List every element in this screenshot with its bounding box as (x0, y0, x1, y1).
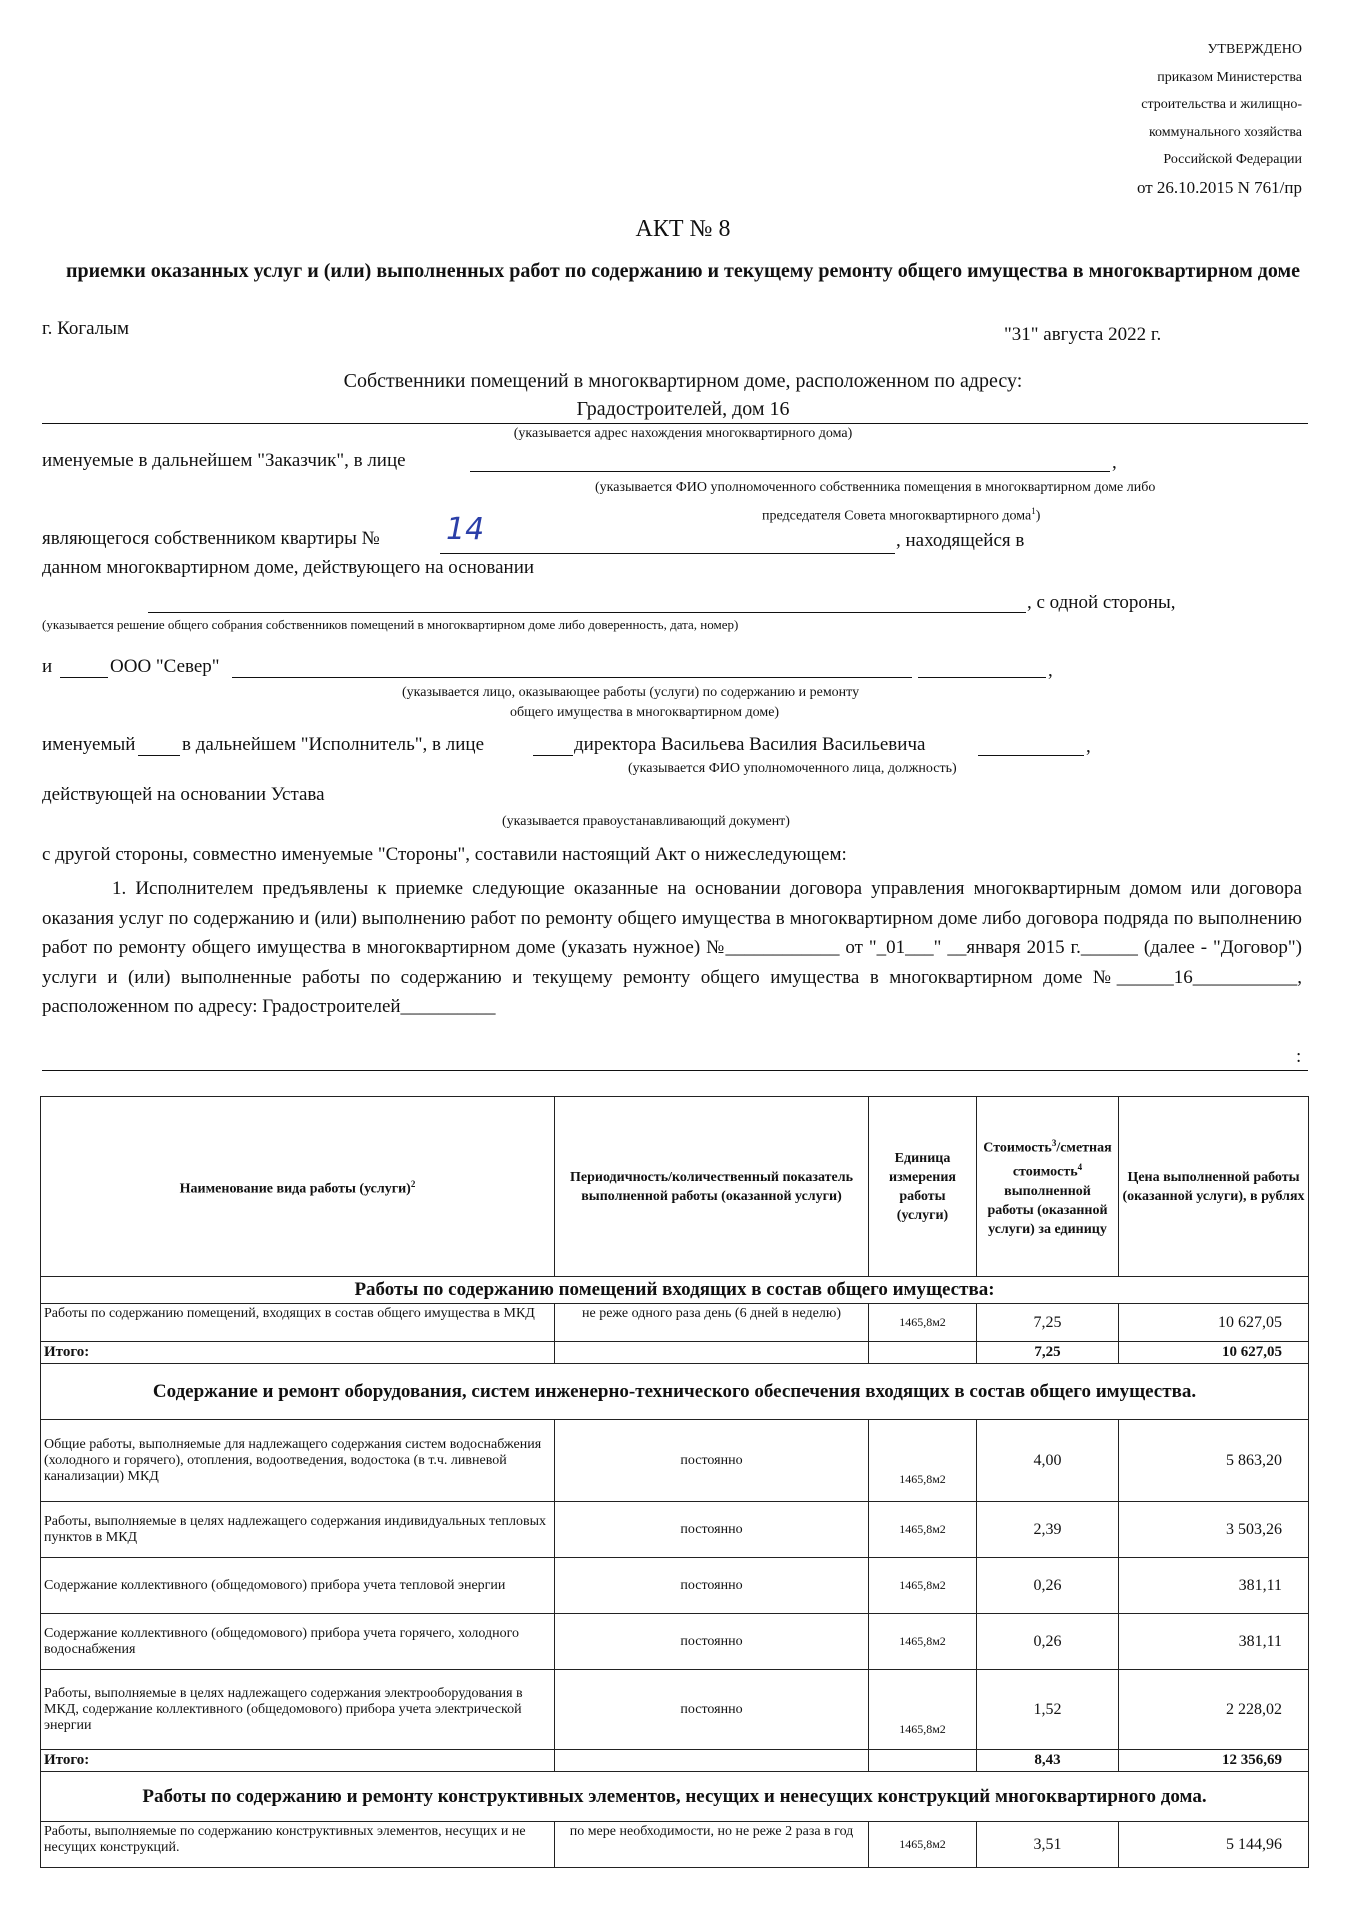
contractor-pre-underline (60, 677, 108, 678)
executor-blank (138, 755, 180, 756)
row-unit: 1465,8м2 (869, 1304, 977, 1342)
basis-line: данном многоквартирном доме, действующего на основании (42, 557, 535, 578)
section-2-title: Содержание и ремонт оборудования, систем инженерно-технического обеспечения входящих в состав общего имущества. (41, 1364, 1309, 1420)
row-name: Работы по содержанию помещений, входящих в состав общего имущества в МКД (41, 1304, 555, 1342)
header-name-text: Наименование вида работы (услуги) (179, 1181, 411, 1197)
row-period: не реже одного раза день (6 дней в неделю) (555, 1304, 869, 1342)
section-3-title: Работы по содержанию и ремонту конструктивных элементов, несущих и ненесущих конструкций многоквартирного дома. (41, 1772, 1309, 1822)
empty-cell (555, 1750, 869, 1772)
acting-hint: (указывается правоустанавливающий документ) (502, 814, 790, 829)
basis-hint: (указывается решение общего собрания собственников помещений в многоквартирном доме либо доверенность, дата, номер) (42, 617, 739, 632)
row-cost: 4,00 (977, 1420, 1119, 1502)
row-cost: 0,26 (977, 1558, 1119, 1614)
contractor-underline (232, 677, 912, 678)
table-row (41, 1558, 1309, 1614)
contractor-and: и (42, 656, 53, 677)
section-title-row (41, 1277, 1309, 1304)
row-period: постоянно (555, 1502, 869, 1558)
total-price: 12 356,69 (1119, 1750, 1309, 1772)
approval-line: коммунального хозяйства (1148, 124, 1302, 140)
total-cost: 7,25 (977, 1342, 1119, 1364)
table-row (41, 1822, 1309, 1868)
executor-underline (978, 755, 1084, 756)
executor-line-a: именуемый (42, 734, 136, 755)
row-cost: 1,52 (977, 1670, 1119, 1750)
row-price: 5 863,20 (1119, 1420, 1309, 1502)
customer-hint-2-text: председателя Совета многоквартирного дома (762, 508, 1032, 524)
section-title-row (41, 1772, 1309, 1822)
executor-hint: (указывается ФИО уполномоченного лица, должность) (628, 761, 957, 776)
apartment-suffix: , находящейся в (896, 530, 1025, 551)
header-price: Цена выполненной работы (оказанной услуги), в рублях (1119, 1097, 1309, 1277)
paragraph-1: 1. Исполнителем предъявлены к приемке следующие оказанные на основании договора управления многоквартирным домом или договора оказания услуг по содержанию и (или) выполнению работ по ремонту общего имущества в многоквартирном доме либо договора подряда по выполнению работ по ремонту общего имущества в многоквартирном доме (указать нужное) №____________ от "_01___" __января 2015 г.______ (далее - "Договор") услуги и (или) выполненные работы по содержанию и текущему ремонту общего имущества в многоквартирном доме №______16___________, расположенном по адресу: Градостроителей__________ (42, 878, 1302, 1017)
executor-blank-2 (533, 755, 573, 756)
total-row (41, 1750, 1309, 1772)
table-row (41, 1502, 1309, 1558)
basis-underline (148, 612, 1026, 613)
row-unit: 1465,8м2 (869, 1822, 977, 1868)
footnote-mark: 1 (1031, 506, 1036, 516)
row-name: Работы, выполняемые по содержанию конструктивных элементов, несущих и не несущих конструкций. (41, 1822, 555, 1868)
customer-line: именуемые в дальнейшем "Заказчик", в лице (42, 450, 406, 471)
document-subtitle: приемки оказанных услуг и (или) выполненных работ по содержанию и текущему ремонту общего имущества в многоквартирном доме (66, 260, 1300, 282)
table-row (41, 1304, 1309, 1342)
section-title-row (41, 1364, 1309, 1420)
row-cost: 3,51 (977, 1822, 1119, 1868)
approval-stamp-block (1137, 36, 1302, 201)
contractor-hint-2: общего имущества в многоквартирном доме) (510, 705, 780, 720)
customer-hint-2-end: ) (1035, 508, 1041, 524)
executor-person: директора Васильева Василия Васильевича (574, 734, 926, 755)
header-cost (977, 1097, 1119, 1277)
total-label: Итого: (41, 1342, 555, 1364)
footnote-mark: 4 (1077, 1162, 1083, 1172)
row-unit: 1465,8м2 (869, 1420, 977, 1502)
city: г. Когалым (42, 318, 130, 339)
footnote-mark: 2 (410, 1178, 416, 1189)
row-price: 381,11 (1119, 1614, 1309, 1670)
total-row (41, 1342, 1309, 1364)
approval-line: УТВЕРЖДЕНО (1207, 42, 1302, 57)
apartment-prefix: являющегося собственником квартиры № (42, 528, 380, 549)
executor-line-b: в дальнейшем "Исполнитель", в лице (182, 734, 484, 755)
document-title: АКТ № 8 (635, 216, 731, 242)
row-name: Работы, выполняемые в целях надлежащего содержания электрооборудования в МКД, содержание коллективного (общедомового) прибора учета электрической энергии (41, 1670, 555, 1750)
row-price: 2 228,02 (1119, 1670, 1309, 1750)
row-name: Содержание коллективного (общедомового) прибора учета горячего, холодного водоснабжения (41, 1614, 555, 1670)
approval-order: от 26.10.2015 N 761/пр (1136, 177, 1302, 197)
row-price: 3 503,26 (1119, 1502, 1309, 1558)
customer-hint-1: (указывается ФИО уполномоченного собственника помещения в многоквартирном доме либо (595, 480, 1156, 495)
total-label: Итого: (41, 1750, 555, 1772)
contractor-hint-1: (указывается лицо, оказывающее работы (услуги) по содержанию и ремонту (402, 685, 860, 700)
address-full-underline (42, 1070, 1308, 1071)
act-date: "31" августа 2022 г. (1004, 324, 1162, 345)
table-row (41, 1420, 1309, 1502)
empty-cell (555, 1342, 869, 1364)
comma: , (1086, 736, 1091, 757)
empty-cell (869, 1750, 977, 1772)
row-period: постоянно (555, 1420, 869, 1502)
row-unit: 1465,8м2 (869, 1614, 977, 1670)
footnote-mark: 3 (1051, 1138, 1057, 1149)
table-header-row (41, 1097, 1309, 1277)
header-unit: Единица измерения работы (услуги) (869, 1097, 977, 1277)
header-cost-text-2: /сметная стоимость (1012, 1141, 1112, 1180)
comma: , (1048, 660, 1053, 681)
row-name: Общие работы, выполняемые для надлежащего содержания систем водоснабжения (холодного и горячего), отопления, водоотведения, водостока (в т.ч. ливневой канализации) МКД (41, 1420, 555, 1502)
row-name: Содержание коллективного (общедомового) прибора учета тепловой энергии (41, 1558, 555, 1614)
row-price: 10 627,05 (1119, 1304, 1309, 1342)
row-price: 5 144,96 (1119, 1822, 1309, 1868)
row-period: постоянно (555, 1670, 869, 1750)
header-name (41, 1097, 555, 1277)
row-cost: 0,26 (977, 1614, 1119, 1670)
total-cost: 8,43 (977, 1750, 1119, 1772)
total-price: 10 627,05 (1119, 1342, 1309, 1364)
owners-line: Собственники помещений в многоквартирном доме, расположенном по адресу: (343, 370, 1023, 392)
contractor-name: ООО "Север" (110, 656, 220, 677)
header-cost-text: Стоимость (983, 1141, 1052, 1156)
comma: , (1112, 452, 1117, 473)
colon: : (1296, 1046, 1302, 1067)
section-1-title: Работы по содержанию помещений входящих в состав общего имущества: (41, 1277, 1309, 1304)
row-unit: 1465,8м2 (869, 1558, 977, 1614)
header-period: Периодичность/количественный показатель выполненной работы (оказанной услуги) (555, 1097, 869, 1277)
table-row (41, 1614, 1309, 1670)
approval-line: приказом Министерства (1157, 69, 1302, 85)
row-unit: 1465,8м2 (869, 1502, 977, 1558)
address-value: Градостроителей, дом 16 (576, 398, 790, 420)
row-cost: 7,25 (977, 1304, 1119, 1342)
other-side-line: с другой стороны, совместно именуемые "Стороны", составили настоящий Акт о нижеследующем: (42, 844, 847, 865)
apartment-number-handwritten: 14 (446, 512, 485, 547)
row-cost: 2,39 (977, 1502, 1119, 1558)
address-hint: (указывается адрес нахождения многоквартирного дома) (513, 426, 853, 441)
row-unit: 1465,8м2 (869, 1670, 977, 1750)
approval-line: Российской Федерации (1163, 152, 1302, 167)
row-period: по мере необходимости, но не реже 2 раза в год (555, 1822, 869, 1868)
empty-cell (869, 1342, 977, 1364)
one-side: , с одной стороны, (1027, 592, 1176, 613)
header-cost-text-3: выполненной работы (оказанной услуги) за единицу (987, 1183, 1108, 1237)
customer-underline (470, 471, 1110, 472)
customer-hint-2 (762, 506, 1040, 525)
row-period: постоянно (555, 1558, 869, 1614)
row-price: 381,11 (1119, 1558, 1309, 1614)
row-name: Работы, выполняемые в целях надлежащего содержания индивидуальных тепловых пунктов в МКД (41, 1502, 555, 1558)
acting-line: действующей на основании Устава (42, 784, 325, 805)
row-period: постоянно (555, 1614, 869, 1670)
contractor-underline-2 (918, 677, 1046, 678)
address-underline (42, 423, 1308, 424)
table-row (41, 1670, 1309, 1750)
approval-line: строительства и жилищно- (1141, 97, 1302, 112)
works-table (40, 1096, 1309, 1868)
apartment-underline (440, 553, 895, 554)
